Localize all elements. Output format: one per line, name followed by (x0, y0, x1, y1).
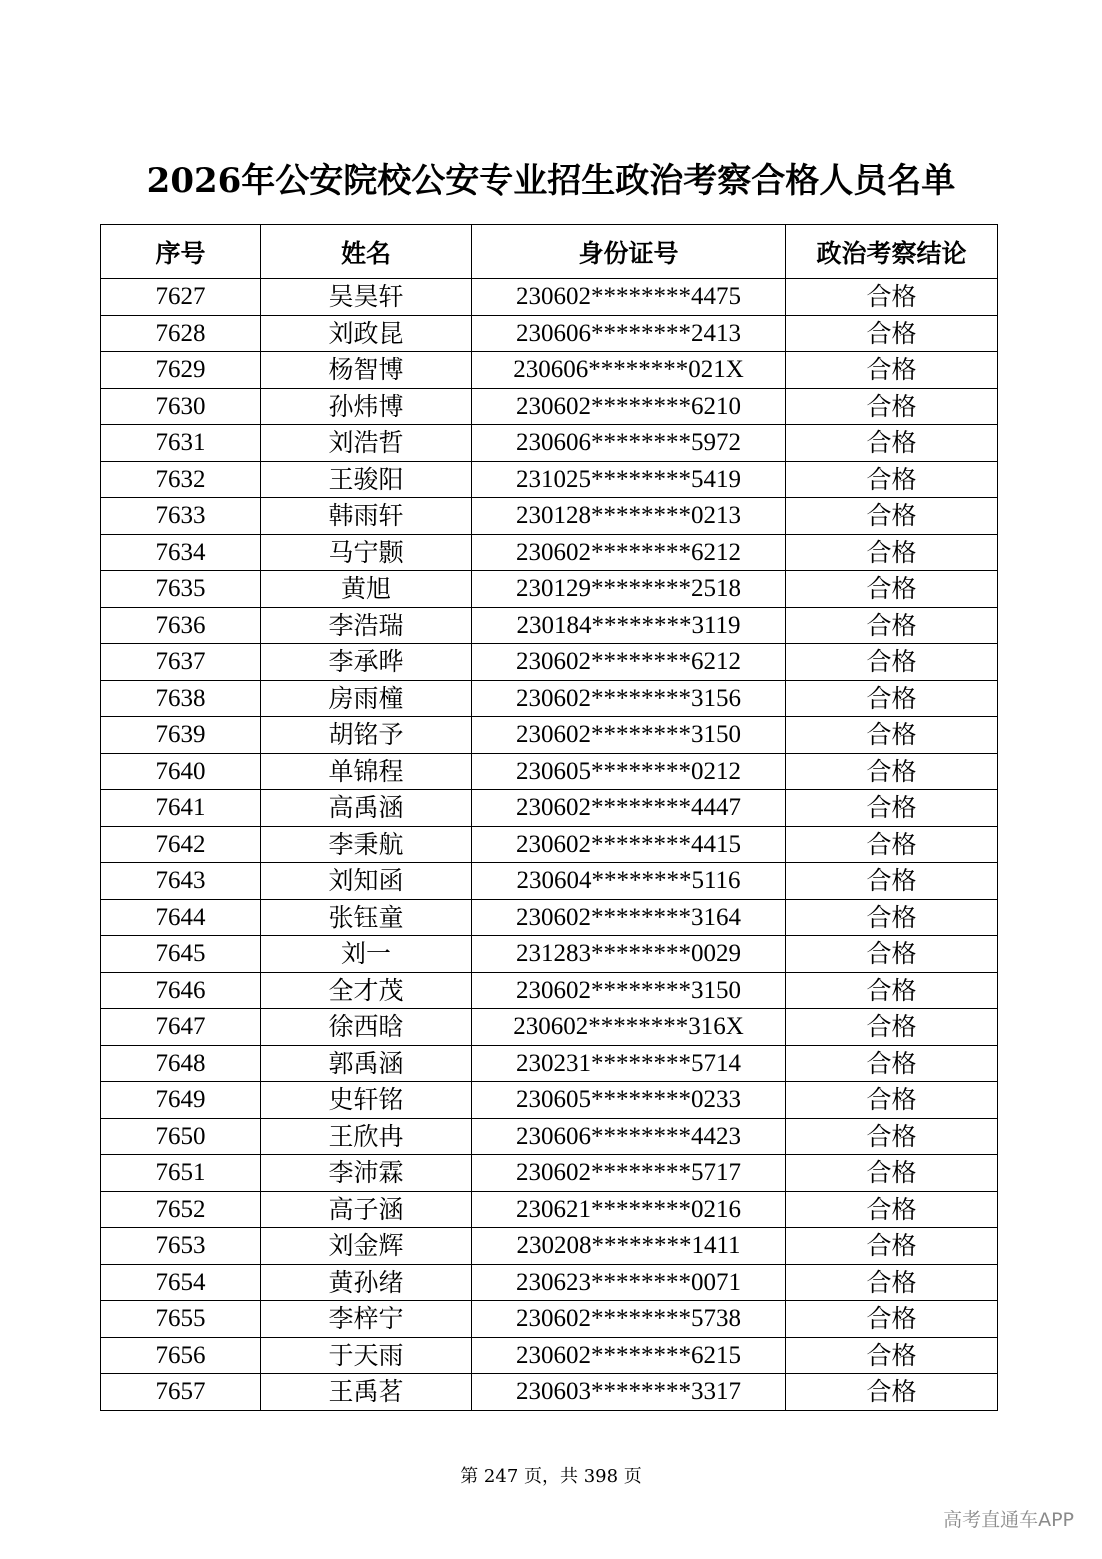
cell-name: 刘政昆 (261, 315, 472, 352)
cell-seq: 7633 (101, 498, 261, 535)
cell-id-number: 230602********6212 (472, 644, 786, 681)
cell-result: 合格 (786, 1374, 998, 1411)
cell-name: 胡铭予 (261, 717, 472, 754)
table-row (101, 680, 998, 717)
cell-name: 王欣冉 (261, 1118, 472, 1155)
cell-id-number: 230606********5972 (472, 425, 786, 462)
cell-seq: 7640 (101, 753, 261, 790)
cell-id-number: 231283********0029 (472, 936, 786, 973)
cell-name: 史轩铭 (261, 1082, 472, 1119)
table-row (101, 1228, 998, 1265)
cell-seq: 7648 (101, 1045, 261, 1082)
table-row (101, 826, 998, 863)
table-row (101, 388, 998, 425)
table-header-row (101, 225, 998, 279)
cell-result: 合格 (786, 1228, 998, 1265)
cell-id-number: 230606********021X (472, 352, 786, 389)
cell-seq: 7645 (101, 936, 261, 973)
cell-result: 合格 (786, 498, 998, 535)
cell-result: 合格 (786, 826, 998, 863)
cell-name: 刘金辉 (261, 1228, 472, 1265)
table-row (101, 644, 998, 681)
cell-name: 黄旭 (261, 571, 472, 608)
cell-id-number: 230602********5717 (472, 1155, 786, 1192)
cell-result: 合格 (786, 680, 998, 717)
cell-id-number: 231025********5419 (472, 461, 786, 498)
cell-result: 合格 (786, 1045, 998, 1082)
table-row (101, 315, 998, 352)
cell-result: 合格 (786, 644, 998, 681)
cell-id-number: 230602********316X (472, 1009, 786, 1046)
cell-name: 王禹茗 (261, 1374, 472, 1411)
cell-seq: 7652 (101, 1191, 261, 1228)
header-name: 姓名 (261, 225, 472, 279)
cell-result: 合格 (786, 1009, 998, 1046)
cell-result: 合格 (786, 753, 998, 790)
cell-seq: 7653 (101, 1228, 261, 1265)
table-row (101, 753, 998, 790)
cell-result: 合格 (786, 571, 998, 608)
roster-table (100, 224, 998, 1411)
cell-id-number: 230602********4475 (472, 279, 786, 316)
cell-id-number: 230602********5738 (472, 1301, 786, 1338)
cell-id-number: 230602********6215 (472, 1337, 786, 1374)
cell-seq: 7643 (101, 863, 261, 900)
cell-id-number: 230602********3156 (472, 680, 786, 717)
header-result: 政治考察结论 (786, 225, 998, 279)
cell-name: 刘一 (261, 936, 472, 973)
table-row (101, 790, 998, 827)
cell-result: 合格 (786, 279, 998, 316)
cell-result: 合格 (786, 1264, 998, 1301)
cell-seq: 7638 (101, 680, 261, 717)
cell-result: 合格 (786, 1155, 998, 1192)
cell-id-number: 230231********5714 (472, 1045, 786, 1082)
cell-result: 合格 (786, 717, 998, 754)
table-row (101, 1082, 998, 1119)
cell-seq: 7634 (101, 534, 261, 571)
cell-seq: 7637 (101, 644, 261, 681)
cell-name: 房雨橦 (261, 680, 472, 717)
cell-result: 合格 (786, 461, 998, 498)
cell-id-number: 230605********0212 (472, 753, 786, 790)
cell-result: 合格 (786, 534, 998, 571)
cell-result: 合格 (786, 315, 998, 352)
cell-seq: 7636 (101, 607, 261, 644)
table-row (101, 1045, 998, 1082)
cell-name: 吴昊轩 (261, 279, 472, 316)
cell-name: 郭禹涵 (261, 1045, 472, 1082)
cell-name: 王骏阳 (261, 461, 472, 498)
cell-id-number: 230602********3164 (472, 899, 786, 936)
cell-name: 全才茂 (261, 972, 472, 1009)
table-row (101, 1374, 998, 1411)
page-number: 第 247 页，共 398 页 (460, 1466, 642, 1487)
cell-id-number: 230602********6210 (472, 388, 786, 425)
cell-result: 合格 (786, 1118, 998, 1155)
cell-id-number: 230602********4447 (472, 790, 786, 827)
cell-id-number: 230208********1411 (472, 1228, 786, 1265)
cell-seq: 7639 (101, 717, 261, 754)
table-row (101, 1301, 998, 1338)
cell-result: 合格 (786, 1082, 998, 1119)
table-row (101, 1337, 998, 1374)
table-row (101, 1191, 998, 1228)
cell-seq: 7649 (101, 1082, 261, 1119)
cell-result: 合格 (786, 899, 998, 936)
table-row (101, 899, 998, 936)
cell-name: 李梓宁 (261, 1301, 472, 1338)
cell-name: 刘知函 (261, 863, 472, 900)
cell-result: 合格 (786, 863, 998, 900)
cell-id-number: 230602********3150 (472, 717, 786, 754)
cell-name: 高子涵 (261, 1191, 472, 1228)
cell-id-number: 230604********5116 (472, 863, 786, 900)
cell-seq: 7629 (101, 352, 261, 389)
cell-name: 马宁颢 (261, 534, 472, 571)
table-row (101, 1155, 998, 1192)
cell-id-number: 230623********0071 (472, 1264, 786, 1301)
cell-seq: 7632 (101, 461, 261, 498)
document-title: 2026年公安院校公安专业招生政治考察合格人员名单 (146, 161, 956, 201)
table-row (101, 279, 998, 316)
cell-name: 李承晔 (261, 644, 472, 681)
table-row (101, 425, 998, 462)
cell-seq: 7655 (101, 1301, 261, 1338)
cell-id-number: 230184********3119 (472, 607, 786, 644)
cell-result: 合格 (786, 936, 998, 973)
cell-seq: 7630 (101, 388, 261, 425)
cell-seq: 7642 (101, 826, 261, 863)
table-row (101, 352, 998, 389)
cell-seq: 7656 (101, 1337, 261, 1374)
table-row (101, 1009, 998, 1046)
cell-id-number: 230606********2413 (472, 315, 786, 352)
cell-seq: 7654 (101, 1264, 261, 1301)
cell-name: 孙炜博 (261, 388, 472, 425)
cell-id-number: 230621********0216 (472, 1191, 786, 1228)
cell-name: 李秉航 (261, 826, 472, 863)
cell-seq: 7627 (101, 279, 261, 316)
cell-result: 合格 (786, 790, 998, 827)
table-row (101, 498, 998, 535)
cell-id-number: 230605********0233 (472, 1082, 786, 1119)
table-body (101, 279, 998, 1411)
cell-result: 合格 (786, 972, 998, 1009)
cell-name: 李浩瑞 (261, 607, 472, 644)
table-row (101, 1118, 998, 1155)
cell-name: 李沛霖 (261, 1155, 472, 1192)
cell-name: 刘浩哲 (261, 425, 472, 462)
table-row (101, 607, 998, 644)
cell-result: 合格 (786, 607, 998, 644)
table-row (101, 1264, 998, 1301)
cell-result: 合格 (786, 352, 998, 389)
cell-seq: 7631 (101, 425, 261, 462)
cell-result: 合格 (786, 1337, 998, 1374)
cell-seq: 7628 (101, 315, 261, 352)
watermark-text: 高考直通车APP (943, 1509, 1074, 1531)
cell-name: 杨智博 (261, 352, 472, 389)
table-row (101, 571, 998, 608)
table-row (101, 972, 998, 1009)
table-row (101, 534, 998, 571)
cell-name: 高禹涵 (261, 790, 472, 827)
cell-name: 单锦程 (261, 753, 472, 790)
cell-seq: 7641 (101, 790, 261, 827)
header-id: 身份证号 (472, 225, 786, 279)
cell-id-number: 230602********3150 (472, 972, 786, 1009)
cell-id-number: 230129********2518 (472, 571, 786, 608)
cell-seq: 7647 (101, 1009, 261, 1046)
cell-result: 合格 (786, 1301, 998, 1338)
cell-name: 张钰童 (261, 899, 472, 936)
cell-result: 合格 (786, 388, 998, 425)
cell-id-number: 230602********6212 (472, 534, 786, 571)
cell-result: 合格 (786, 1191, 998, 1228)
table-row (101, 863, 998, 900)
cell-seq: 7635 (101, 571, 261, 608)
table-row (101, 717, 998, 754)
cell-name: 徐西晗 (261, 1009, 472, 1046)
cell-id-number: 230606********4423 (472, 1118, 786, 1155)
cell-seq: 7644 (101, 899, 261, 936)
table-row (101, 461, 998, 498)
cell-seq: 7646 (101, 972, 261, 1009)
cell-name: 韩雨轩 (261, 498, 472, 535)
table-row (101, 936, 998, 973)
cell-result: 合格 (786, 425, 998, 462)
cell-name: 黄孙绪 (261, 1264, 472, 1301)
cell-name: 于天雨 (261, 1337, 472, 1374)
header-seq: 序号 (101, 225, 261, 279)
cell-seq: 7657 (101, 1374, 261, 1411)
cell-id-number: 230602********4415 (472, 826, 786, 863)
cell-id-number: 230128********0213 (472, 498, 786, 535)
cell-seq: 7651 (101, 1155, 261, 1192)
cell-id-number: 230603********3317 (472, 1374, 786, 1411)
cell-seq: 7650 (101, 1118, 261, 1155)
